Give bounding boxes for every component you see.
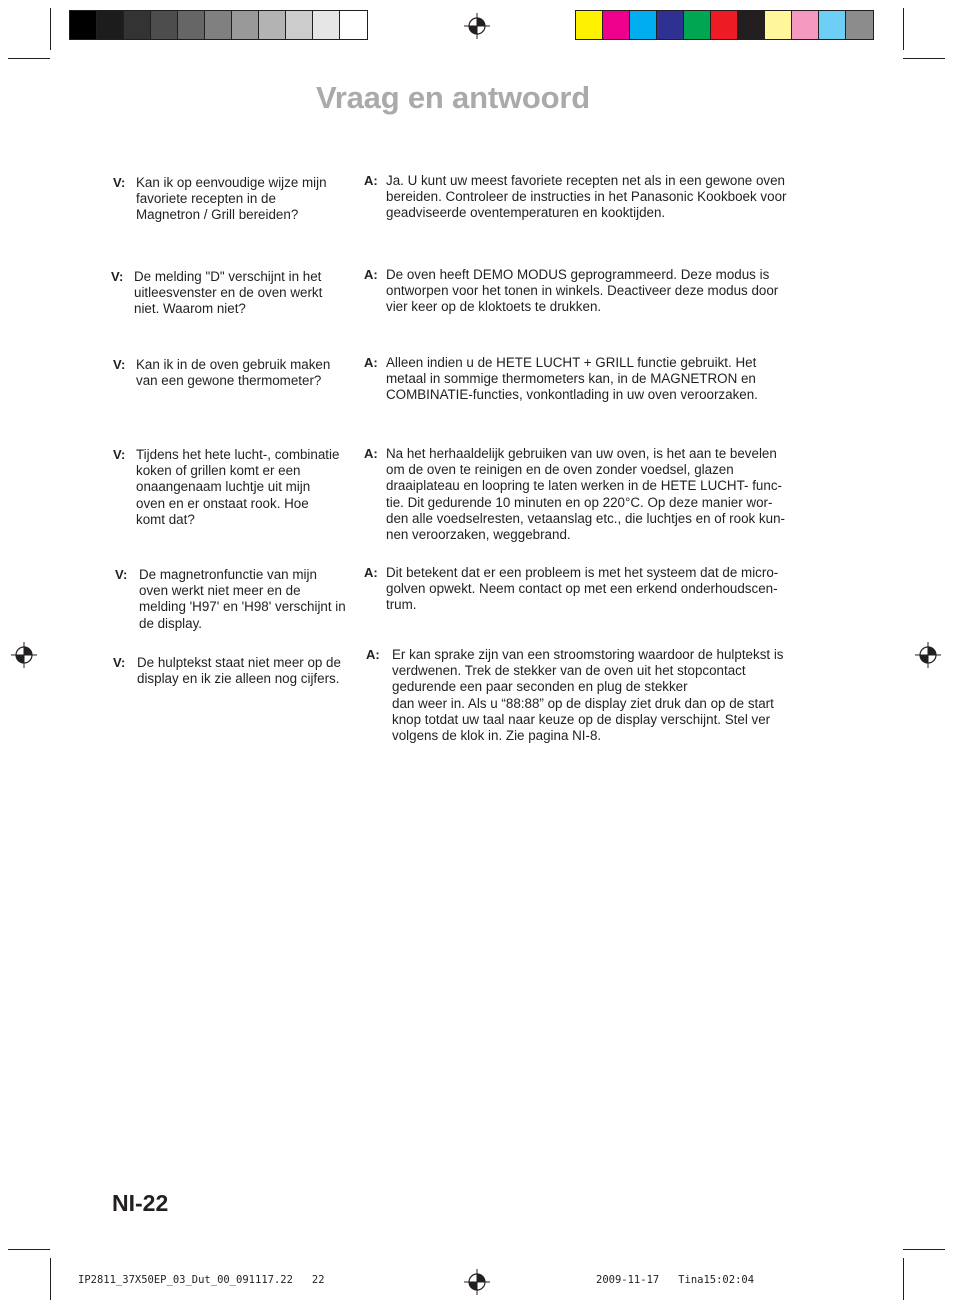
answer-text: Alleen indien u de HETE LUCHT + GRILL functie gebruikt. Het metaal in sommige thermometers kan, in de MAGNETRON en COMBINATIE-functies, vonkontlading in uw oven veroorzaken. [386, 355, 758, 403]
page-title: Vraag en antwoord [316, 80, 590, 115]
color-swatch [765, 11, 792, 39]
color-swatch [846, 11, 873, 39]
question-label: V: [113, 357, 126, 372]
color-swatch [70, 11, 97, 39]
answer-text: Ja. U kunt uw meest favoriete recepten net als in een gewone oven bereiden. Controleer de instructies in het Panasonic Kookboek voor geadviseerde oventemperaturen en kooktijden. [386, 173, 787, 221]
answer-text: De oven heeft DEMO MODUS geprogrammeerd. Deze modus is ontworpen voor het tonen in winkels. Deactiveer deze modus door vier keer op de kloktoets te drukken. [386, 267, 779, 315]
color-swatch [205, 11, 232, 39]
answer-label: A: [364, 267, 378, 282]
color-swatch [97, 11, 124, 39]
crop-mark [50, 1258, 51, 1300]
color-swatch [286, 11, 313, 39]
question-text: Tijdens het hete lucht-, combinatie koken of grillen komt er een onaangenaam luchtje uit mijn oven en er onstaat rook. Hoe komt dat? [136, 447, 340, 527]
color-swatch [178, 11, 205, 39]
answer-text: Dit betekent dat er een probleem is met het systeem dat de micro- golven opwekt. Neem contact op met een erkend onderhoudscen- trum. [386, 565, 779, 613]
color-swatch [603, 11, 630, 39]
crop-mark [8, 1249, 50, 1250]
crop-mark [903, 8, 904, 50]
registration-target-icon [11, 642, 37, 668]
color-swatch [151, 11, 178, 39]
color-swatch [819, 11, 846, 39]
footer-timestamp: 2009-11-17 Tina15:02:04 [596, 1274, 755, 1286]
color-swatch [576, 11, 603, 39]
answer-label: A: [366, 647, 380, 662]
registration-target-icon [915, 642, 941, 668]
question-text: De melding "D" verschijnt in het uitleesvenster en de oven werkt niet. Waarom niet? [134, 269, 323, 317]
question-text: De hulptekst staat niet meer op de display en ik zie alleen nog cijfers. [137, 655, 341, 687]
color-swatch [711, 11, 738, 39]
question-text: De magnetronfunctie van mijn oven werkt niet meer en de melding 'H97' en 'H98' verschijnt in de display. [139, 567, 346, 631]
page-number: NI-22 [112, 1190, 169, 1216]
color-swatch [340, 11, 367, 39]
question-text: Kan ik in de oven gebruik maken van een gewone thermometer? [136, 357, 331, 389]
crop-mark [903, 58, 945, 59]
registration-target-icon [464, 13, 490, 39]
registration-target-icon [464, 1269, 490, 1295]
color-swatch [313, 11, 340, 39]
answer-text: Na het herhaaldelijk gebruiken van uw oven, is het aan te bevelen om de oven te reinigen en de oven zonder voedsel, glazen draaiplateau en loopring te laten werken in de HETE LUCHT- func- tie. Dit gedurende 10 minuten en op 220°C. Op deze manier wor- den alle voedselresten, vetaanslag etc., die luchtjes en of rook kun- nen veroorzaken, weggebrand. [386, 446, 785, 543]
answer-label: A: [364, 446, 378, 461]
question-label: V: [113, 175, 126, 190]
question-label: V: [113, 655, 126, 670]
crop-mark [50, 8, 51, 50]
answer-label: A: [364, 565, 378, 580]
answer-label: A: [364, 355, 378, 370]
question-text: Kan ik op eenvoudige wijze mijn favoriete recepten in de Magnetron / Grill bereiden? [136, 175, 327, 223]
footer-file-info: IP2811_37X50EP_03_Dut_00_091117.22 22 [78, 1274, 325, 1286]
color-swatch [792, 11, 819, 39]
answer-label: A: [364, 173, 378, 188]
color-swatch [657, 11, 684, 39]
crop-mark [8, 58, 50, 59]
crop-mark [903, 1249, 945, 1250]
color-swatch [738, 11, 765, 39]
grayscale-calibration-bar [69, 10, 368, 40]
color-swatch [684, 11, 711, 39]
color-calibration-bar [575, 10, 874, 40]
color-swatch [259, 11, 286, 39]
question-label: V: [113, 447, 126, 462]
color-swatch [630, 11, 657, 39]
answer-text: Er kan sprake zijn van een stroomstoring waardoor de hulptekst is verdwenen. Trek de stekker van de oven uit het stopcontact gedurende een paar seconden en plug de stekker dan weer in. Als u “88:88” op de display ziet druk dan op de start knop totdat uw taal naar keuze op de display verschijnt. Stel ver volgens de klok in. Zie pagina NI-8. [392, 647, 784, 744]
question-label: V: [111, 269, 124, 284]
crop-mark [903, 1258, 904, 1300]
question-label: V: [115, 567, 128, 582]
color-swatch [232, 11, 259, 39]
color-swatch [124, 11, 151, 39]
